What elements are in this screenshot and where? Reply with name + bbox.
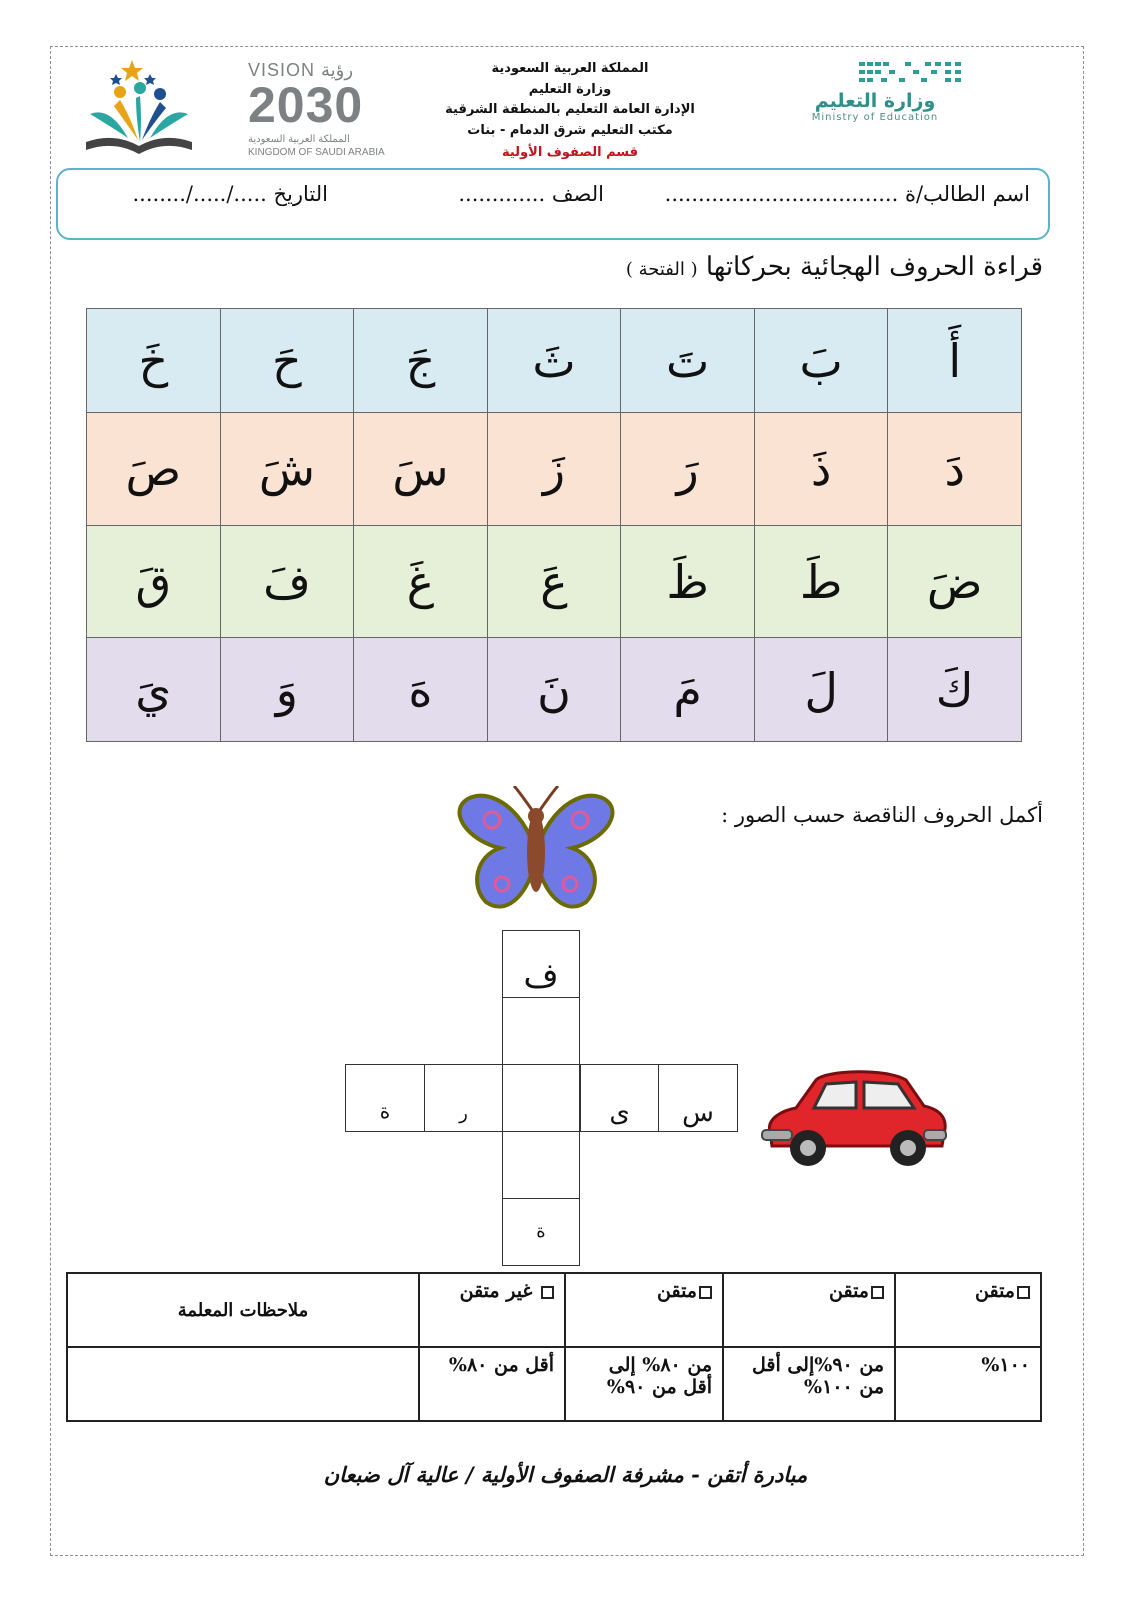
letter-cell: وَ [220, 638, 354, 742]
letters-grid [86, 308, 1022, 742]
moe-logo-icon [785, 60, 965, 90]
letter-cell: بَ [754, 309, 888, 413]
car-icon [756, 1062, 952, 1170]
letter-cell: زَ [487, 413, 621, 526]
letter-cell: تَ [621, 309, 755, 413]
letter-cell: هَ [354, 638, 488, 742]
range-cell: من ٩٠%إلى أقل من ١٠٠% [723, 1347, 895, 1421]
checkbox-icon [699, 1286, 712, 1299]
letter-cell: ذَ [754, 413, 888, 526]
crossword-cell: س [658, 1064, 738, 1132]
letter-cell: صَ [87, 413, 221, 526]
letter-cell: سَ [354, 413, 488, 526]
crossword-cell: ف [502, 930, 580, 998]
crossword-cell: ر [424, 1064, 503, 1132]
class-field[interactable]: الصف ............. [458, 182, 604, 206]
crossword-cell[interactable] [502, 1131, 580, 1199]
letter-cell: جَ [354, 309, 488, 413]
range-cell: من ٨٠% إلى أقل من ٩٠% [565, 1347, 723, 1421]
header-line: المملكة العربية السعودية [491, 61, 649, 76]
evaluation-table [66, 1272, 1042, 1422]
crossword-cell: ة [502, 1198, 580, 1266]
worksheet-title: قراءة الحروف الهجائية بحركاتها ( الفتحة ) [625, 252, 1043, 282]
letter-cell: طَ [754, 526, 888, 638]
letter-cell: ظَ [621, 526, 755, 638]
letters-row [87, 309, 1022, 413]
letter-cell: لَ [754, 638, 888, 742]
letter-cell: أَ [888, 309, 1022, 413]
letter-cell: دَ [888, 413, 1022, 526]
level-cell[interactable]: غير متقن [419, 1273, 565, 1347]
checkbox-icon [541, 1286, 554, 1299]
letter-cell: خَ [87, 309, 221, 413]
teacher-notes-label: ملاحظات المعلمة [67, 1273, 419, 1347]
letters-row [87, 413, 1022, 526]
header-line: الإدارة العامة التعليم بالمنطقة الشرقية [445, 102, 695, 117]
level-cell[interactable]: متقن [723, 1273, 895, 1347]
letter-cell: غَ [354, 526, 488, 638]
footer-credit: مبادرة أتقن - مشرفة الصفوف الأولية / عالية آل ضبعان [323, 1462, 808, 1487]
letter-cell: حَ [220, 309, 354, 413]
date-field[interactable]: التاريخ ...../...../........ [132, 182, 328, 206]
level-cell[interactable]: متقن [895, 1273, 1041, 1347]
butterfly-icon [456, 786, 616, 916]
letter-cell: رَ [621, 413, 755, 526]
vision-2030-logo: VISION رؤية 2030 المملكة العربية السعودية KINGDOM OF SAUDI ARABIA [248, 60, 385, 158]
instruction-text: أكمل الحروف الناقصة حسب الصور : [721, 803, 1043, 827]
letter-cell: يَ [87, 638, 221, 742]
header-line: وزارة التعليم [528, 82, 612, 97]
teacher-notes-field[interactable] [67, 1347, 419, 1421]
header-line: قسم الصفوف الأولية [501, 145, 639, 160]
range-cell: أقل من ٨٠% [419, 1347, 565, 1421]
school-logo-icon [80, 56, 198, 158]
range-cell: ١٠٠% [895, 1347, 1041, 1421]
crossword-cell: ى [580, 1064, 659, 1132]
letter-cell: مَ [621, 638, 755, 742]
level-cell[interactable]: متقن [565, 1273, 723, 1347]
moe-logo: وزارة التعليم Ministry of Education [785, 60, 965, 124]
student-info-box [56, 168, 1050, 240]
letter-cell: نَ [487, 638, 621, 742]
checkbox-icon [1017, 1286, 1030, 1299]
letter-cell: فَ [220, 526, 354, 638]
student-name-field[interactable]: اسم الطالب/ة ................................... [664, 182, 1030, 206]
crossword-cell: ة [345, 1064, 425, 1132]
letters-row [87, 526, 1022, 638]
header-text [430, 58, 710, 164]
letter-cell: قَ [87, 526, 221, 638]
header-line: مكتب التعليم شرق الدمام - بنات [467, 123, 673, 138]
letter-cell: ضَ [888, 526, 1022, 638]
checkbox-icon [871, 1286, 884, 1299]
letter-cell: كَ [888, 638, 1022, 742]
crossword-cell[interactable] [502, 1064, 580, 1132]
letter-cell: ثَ [487, 309, 621, 413]
crossword-cell[interactable] [502, 997, 580, 1065]
letter-cell: عَ [487, 526, 621, 638]
letters-row [87, 638, 1022, 742]
letter-cell: شَ [220, 413, 354, 526]
